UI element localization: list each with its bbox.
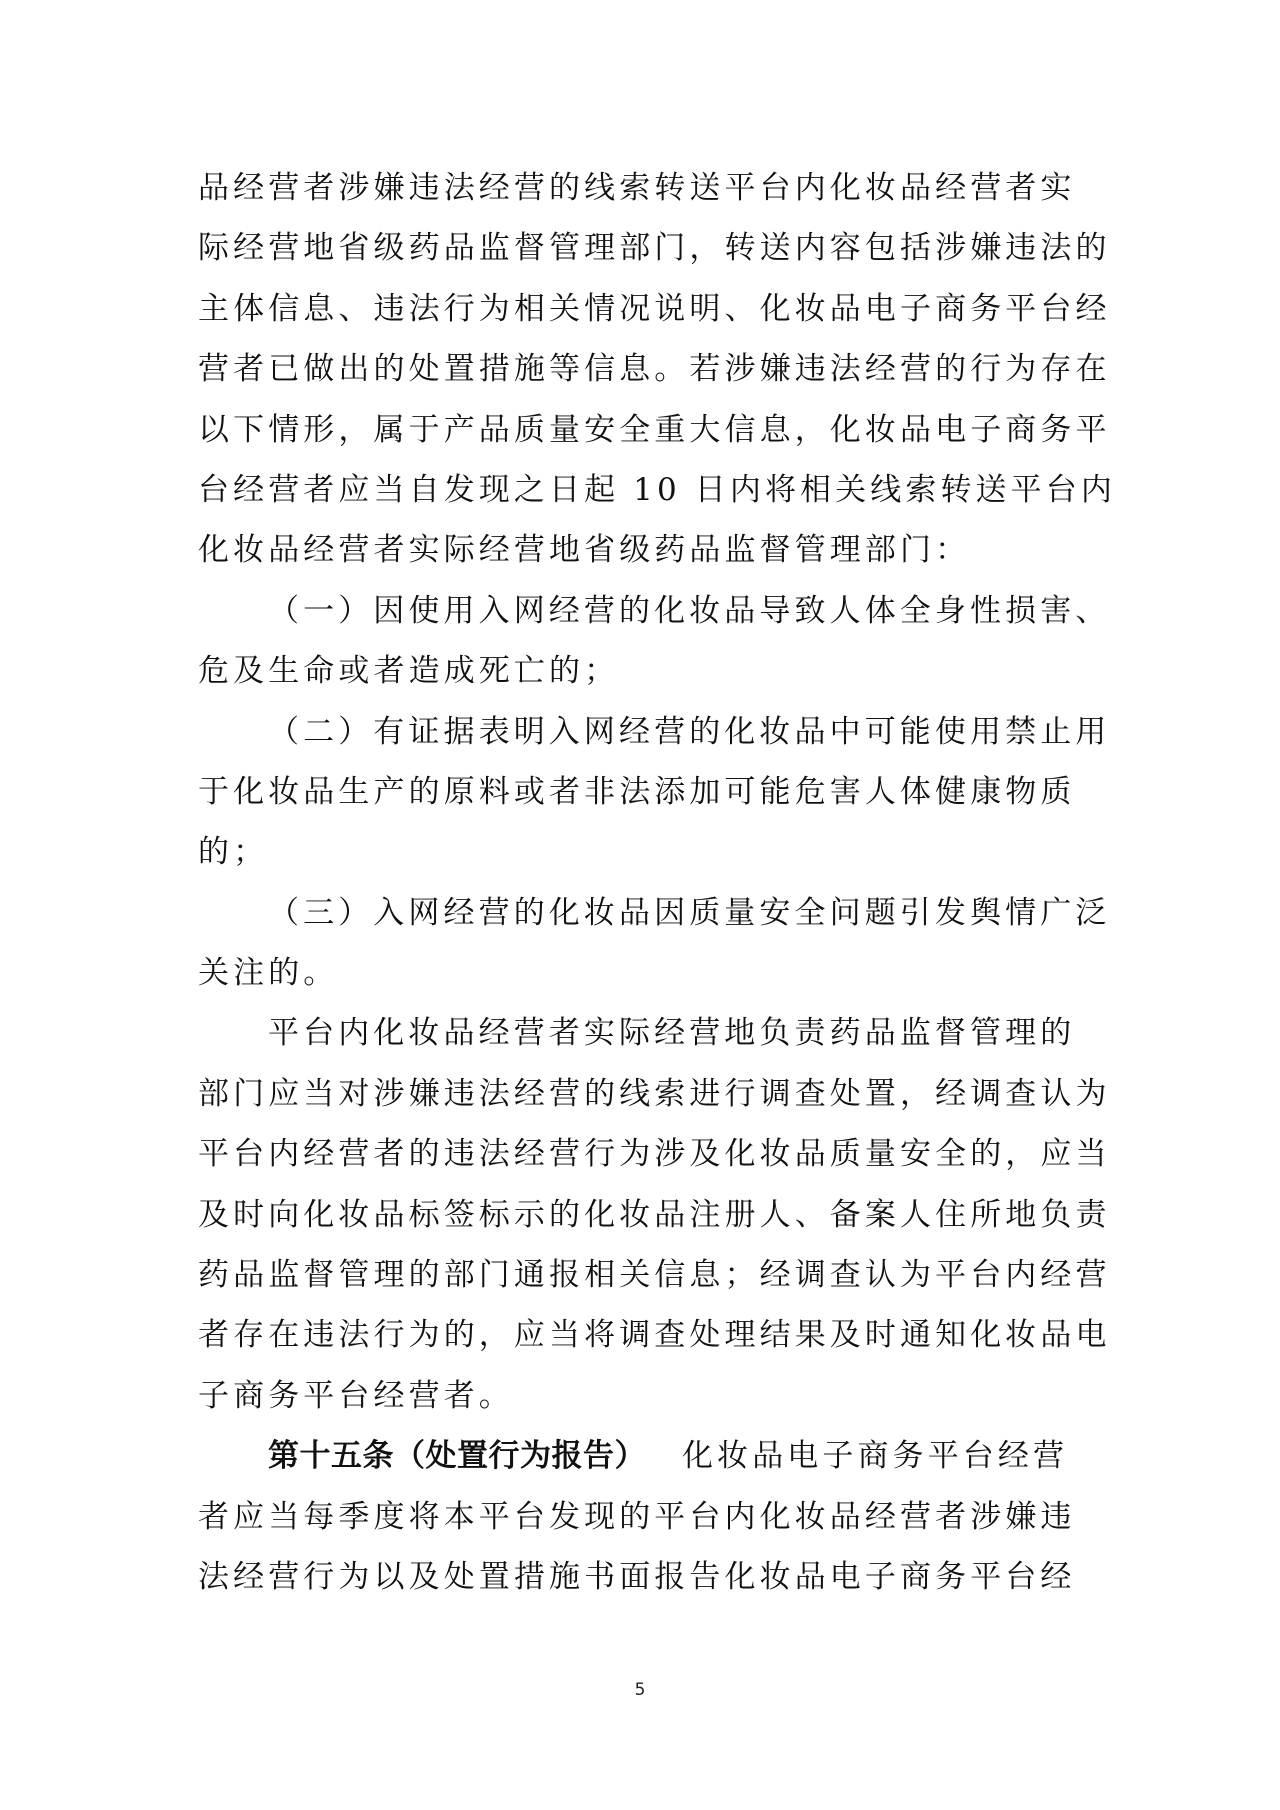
- text-line: 以下情形，属于产品质量安全重大信息，化妆品电子商务平: [198, 411, 1111, 448]
- document-body: [198, 158, 1116, 1607]
- text-line: 平台内经营者的违法经营行为涉及化妆品质量安全的，应当: [198, 1136, 1111, 1173]
- text-line: 台经营者应当自发现之日起 10 日内将相关线索转送平台内: [198, 471, 1116, 508]
- article-heading: 第十五条（处置行为报告）: [268, 1438, 646, 1475]
- text-line: 药品监督管理的部门通报相关信息；经调查认为平台内经营: [198, 1257, 1111, 1294]
- list-item-1: （一）因使用入网经营的化妆品导致人体全身性损害、: [268, 592, 1111, 629]
- text-line: 子商务平台经营者。: [198, 1377, 514, 1414]
- list-item-3: （三）入网经营的化妆品因质量安全问题引发舆情广泛: [268, 894, 1111, 931]
- text-line: 营者已做出的处置措施等信息。若涉嫌违法经营的行为存在: [198, 351, 1111, 388]
- list-item-2: （二）有证据表明入网经营的化妆品中可能使用禁止用: [268, 713, 1111, 750]
- text-line: 主体信息、违法行为相关情况说明、化妆品电子商务平台经: [198, 290, 1111, 327]
- text-line: 者存在违法行为的，应当将调查处理结果及时通知化妆品电: [198, 1317, 1111, 1354]
- article-15-first-line: [198, 1426, 1088, 1486]
- paragraph-start: 平台内化妆品经营者实际经营地负责药品监督管理的: [268, 1015, 1076, 1052]
- page-number: 5: [634, 1680, 646, 1700]
- text-line: 际经营地省级药品监督管理部门，转送内容包括涉嫌违法的: [198, 230, 1111, 267]
- text-line: 于化妆品生产的原料或者非法添加可能危害人体健康物质: [198, 773, 1076, 810]
- text-line: 化妆品经营者实际经营地省级药品监督管理部门：: [198, 532, 971, 569]
- text-line: 部门应当对涉嫌违法经营的线索进行调查处置，经调查认为: [198, 1075, 1111, 1112]
- article-text: 化妆品电子商务平台经营: [682, 1438, 1069, 1475]
- text-line: 关注的。: [198, 955, 339, 992]
- text-line: 危及生命或者造成死亡的；: [198, 653, 620, 690]
- text-line: 法经营行为以及处置措施书面报告化妆品电子商务平台经: [198, 1558, 1076, 1595]
- text-line: 及时向化妆品标签标示的化妆品注册人、备案人住所地负责: [198, 1196, 1111, 1233]
- text-line: 者应当每季度将本平台发现的平台内化妆品经营者涉嫌违: [198, 1498, 1076, 1535]
- text-line: 品经营者涉嫌违法经营的线索转送平台内化妆品经营者实: [198, 170, 1076, 206]
- text-line: 的；: [198, 834, 269, 871]
